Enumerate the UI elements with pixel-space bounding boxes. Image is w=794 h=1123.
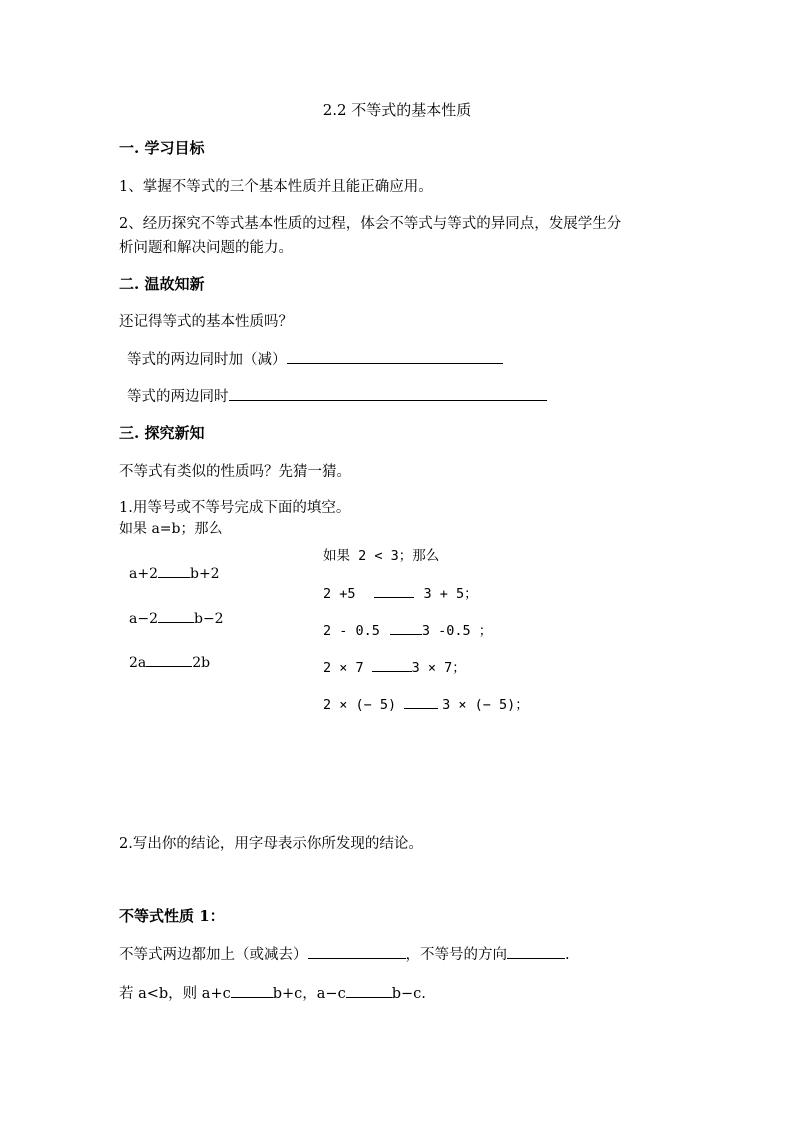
right-row-3-b: 3 × 7； xyxy=(411,660,466,676)
right-row-2-blank[interactable] xyxy=(390,620,422,635)
property-1-blank-1[interactable] xyxy=(308,944,406,959)
page-title: 2.2 不等式的基本性质 xyxy=(322,101,472,119)
left-row-2 xyxy=(129,608,224,627)
review-line-2 xyxy=(127,385,547,406)
review-line-2-text: 等式的两边同时 xyxy=(127,389,229,405)
left-row-3-blank[interactable] xyxy=(146,652,192,667)
property-1-ex-c: b−c. xyxy=(391,986,426,1002)
left-row-2-b: b−2 xyxy=(193,611,224,627)
right-condition: 如果 2 < 3；那么 xyxy=(323,548,440,564)
task-2: 2.写出你的结论，用字母表示你所发现的结论。 xyxy=(119,836,423,852)
right-row-2-a: 2 - 0.5 xyxy=(323,623,380,639)
review-line-1-blank[interactable] xyxy=(287,349,503,364)
section-heading-explore: 三. 探究新知 xyxy=(119,424,205,442)
property-1-statement xyxy=(119,943,570,964)
left-row-1-a: a+2 xyxy=(129,566,158,582)
right-row-1-blank[interactable] xyxy=(374,583,414,598)
property-1-example xyxy=(119,982,426,1003)
left-row-3-b: 2b xyxy=(192,655,211,671)
explore-intro: 不等式有类似的性质吗？先猜一猜。 xyxy=(119,464,351,480)
left-row-1-blank[interactable] xyxy=(158,563,190,578)
right-row-3-blank[interactable] xyxy=(372,657,412,672)
right-row-3-a: 2 × 7 xyxy=(323,660,364,676)
right-row-4-clipped xyxy=(322,690,582,713)
left-row-1 xyxy=(129,563,220,582)
review-line-2-blank[interactable] xyxy=(229,386,547,401)
property-1-ex-b: b+c，a−c xyxy=(272,986,346,1002)
right-row-1-b: 3 + 5； xyxy=(423,586,478,602)
right-row-2 xyxy=(323,619,492,639)
property-1-text-a: 不等式两边都加上（或减去） xyxy=(119,947,308,963)
left-row-2-a: a−2 xyxy=(129,611,158,627)
left-row-2-blank[interactable] xyxy=(158,608,194,623)
goal-1: 1、掌握不等式的三个基本性质并且能正确应用。 xyxy=(119,179,433,195)
right-row-4-b: 3 × (− 5)； xyxy=(442,697,529,713)
property-1-ex-blank-1[interactable] xyxy=(231,983,273,998)
goal-2-line-2: 析问题和解决问题的能力。 xyxy=(119,240,293,256)
property-1-text-c: . xyxy=(565,947,570,963)
property-1-heading: 不等式性质 1： xyxy=(119,907,225,925)
section-heading-review: 二. 温故知新 xyxy=(119,275,205,293)
right-row-2-b: 3 -0.5 ； xyxy=(421,623,493,639)
right-row-1-a: 2 +5 xyxy=(323,586,356,602)
property-1-ex-a: 若 a<b，则 a+c xyxy=(119,986,231,1002)
property-1-text-b: ，不等号的方向 xyxy=(405,947,507,963)
right-row-3 xyxy=(323,656,466,676)
right-row-1 xyxy=(323,582,478,602)
left-row-3-a: 2a xyxy=(129,655,147,671)
review-line-1 xyxy=(127,348,503,369)
task-1: 1.用等号或不等号完成下面的填空。 xyxy=(119,500,351,516)
left-row-3 xyxy=(129,652,210,671)
review-question: 还记得等式的基本性质吗？ xyxy=(119,314,293,330)
property-1-blank-2[interactable] xyxy=(507,944,565,959)
section-heading-goals: 一. 学习目标 xyxy=(119,139,205,157)
review-line-1-text: 等式的两边同时加（减） xyxy=(127,352,287,368)
property-1-ex-blank-2[interactable] xyxy=(346,983,392,998)
if-a-equals-b: 如果 a=b；那么 xyxy=(119,521,223,537)
right-row-4 xyxy=(323,693,529,713)
goal-2-line-1: 2、经历探究不等式基本性质的过程，体会不等式与等式的异同点，发展学生分 xyxy=(119,216,622,232)
right-row-4-blank[interactable] xyxy=(404,694,438,709)
left-row-1-b: b+2 xyxy=(189,566,220,582)
right-row-4-a: 2 × (− 5) xyxy=(323,697,397,713)
